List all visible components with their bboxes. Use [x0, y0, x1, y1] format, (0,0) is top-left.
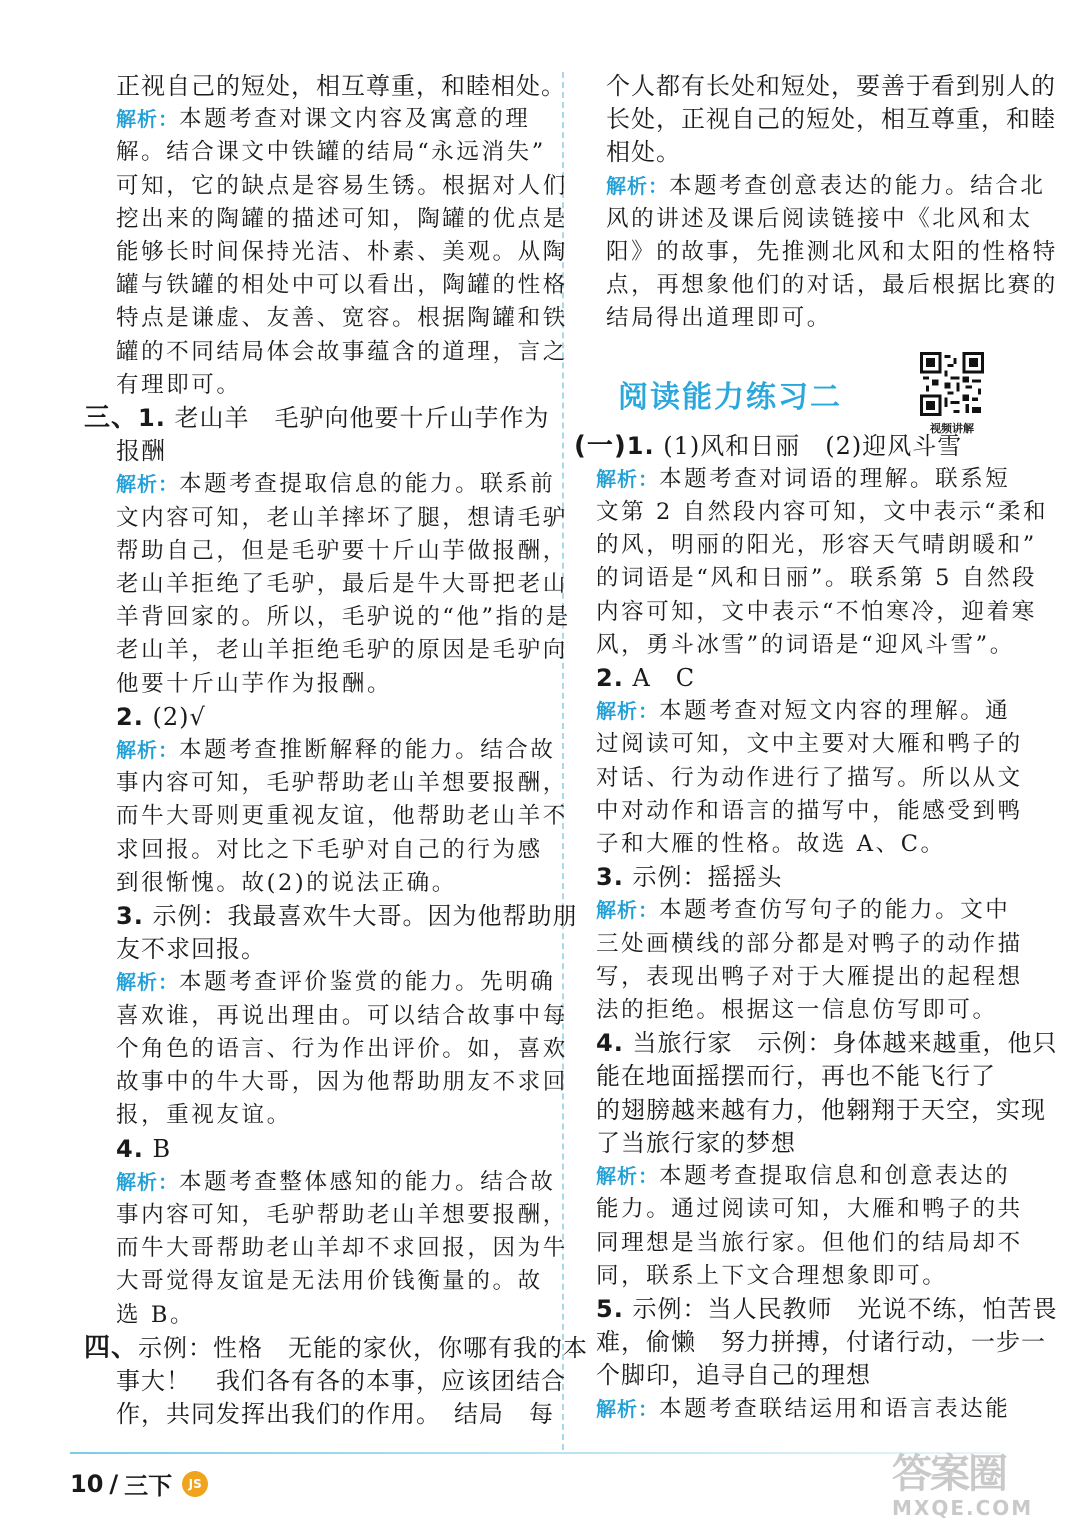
analysis-line: 老山羊，老山羊拒绝毛驴的原因是毛驴向 [116, 637, 568, 664]
analysis-line: 点，再想象他们的对话，最后根据比赛的 [606, 272, 1058, 299]
page-number: 10 [70, 1469, 104, 1498]
analysis-line: 挖出来的陶罐的描述可知，陶罐的优点是 [116, 205, 568, 232]
analysis-line: 对话、行为动作进行了描写。所以从文 [596, 764, 1023, 791]
analysis-line: 喜欢谁，再说出理由。可以结合故事中每 [116, 1002, 568, 1029]
analysis-line: 法的拒绝。根据这一信息仿写即可。 [596, 997, 998, 1024]
analysis-line: 的词语是“风和日丽”。联系第 5 自然段 [596, 565, 1038, 592]
analysis-line: 文内容可知，老山羊摔坏了腿，想请毛驴 [116, 504, 568, 531]
analysis-line: 选 B。 [116, 1301, 196, 1328]
analysis-line: 而牛大哥帮助老山羊却不求回报，因为牛 [116, 1235, 568, 1262]
analysis-line: 罐与铁罐的相处中可以看出，陶罐的性格 [116, 272, 568, 299]
section-marker: 三、 [84, 403, 139, 434]
answer-continuation: 相处。 [606, 138, 681, 167]
analysis-line: 到很惭愧。故(2)的说法正确。 [116, 869, 457, 896]
section-marker: 四、 [84, 1332, 139, 1363]
analysis-tag: 解析： [596, 1164, 659, 1189]
analysis-line: 解。结合课文中铁罐的结局“永远消失” [116, 139, 546, 166]
analysis-line: 有理即可。 [116, 371, 242, 398]
section-4: 四、示例：性格 无能的家伙，你哪有我的本 [84, 1332, 589, 1363]
analysis-line: 解析：本题考查推断解释的能力。结合故 [116, 737, 556, 764]
answer-continuation: 报酬 [116, 437, 166, 466]
analysis-line: 能力。通过阅读可知，大雁和鸭子的共 [596, 1196, 1023, 1223]
analysis-line: 大哥觉得友谊是无法用价钱衡量的。故 [116, 1268, 543, 1295]
analysis-line: 个角色的语言、行为作出评价。如，喜欢 [116, 1035, 568, 1062]
analysis-line: 解析：本题考查整体感知的能力。结合故 [116, 1168, 556, 1195]
analysis-tag: 解析： [596, 1396, 659, 1421]
analysis-line: 解析：本题考查提取信息的能力。联系前 [116, 471, 556, 498]
answer-continuation: 能在地面摇摆而行，再也不能飞行了 [596, 1062, 996, 1091]
analysis-tag: 解析： [596, 898, 659, 923]
page-footer [70, 1466, 208, 1501]
answer-continuation: 作，共同发挥出我们的作用。 结局 每 [116, 1400, 554, 1429]
watermark-text: 答案圈 [892, 1451, 1006, 1497]
question-3-1: 三、1. 老山羊 毛驴向他要十斤山芋作为 [84, 403, 550, 434]
section-header [574, 344, 1034, 435]
analysis-line: 文第 2 自然段内容可知，文中表示“柔和 [596, 499, 1049, 526]
analysis-tag: 解析： [116, 970, 179, 995]
left-column [84, 70, 589, 1431]
answer-continuation: 的翅膀越来越有力，他翱翔于天空，实现 [596, 1095, 1046, 1124]
analysis-line: 羊背回家的。所以，毛驴说的“他”指的是 [116, 604, 571, 631]
answer-continuation: 事大！ 我们各有各的本事，应该团结合 [116, 1366, 566, 1395]
analysis-line: 子和大雁的性格。故选 A、C。 [596, 831, 946, 858]
question-3-2: 2. (2)√ [116, 702, 206, 731]
analysis-line: 解析：本题考查对课文内容及寓意的理 [116, 106, 531, 133]
answer-continuation: 了当旅行家的梦想 [596, 1128, 796, 1157]
section-title: 阅读能力练习二 [618, 379, 842, 415]
footer-slash: / [109, 1469, 119, 1498]
analysis-line: 可知，它的缺点是容易生锈。根据对人们 [116, 172, 568, 199]
analysis-line: 而牛大哥则更重视友谊，他帮助老山羊不 [116, 803, 568, 830]
watermark-logo [892, 1452, 1052, 1536]
analysis-line: 帮助自己，但是毛驴要十斤山芋做报酬， [116, 537, 568, 564]
analysis-line: 风的讲述及课后阅读链接中《北风和太 [606, 205, 1033, 232]
analysis-tag: 解析： [596, 466, 659, 491]
answer-continuation: 难，偷懒 努力拼搏，付诸行动，一步一 [596, 1328, 1046, 1357]
analysis-line: 老山羊拒绝了毛驴，最后是牛大哥把老山 [116, 571, 568, 598]
watermark-url: MXQE.COM [892, 1496, 1034, 1520]
footer-rule [70, 1452, 1000, 1454]
analysis-line: 他要十斤山芋作为报酬。 [116, 670, 393, 697]
analysis-line: 报，重视友谊。 [116, 1102, 292, 1129]
intro-line: 正视自己的短处，相互尊重，和睦相处。 [116, 72, 566, 100]
qr-code-icon[interactable] [920, 352, 984, 416]
analysis-tag: 解析： [116, 472, 179, 497]
answer-continuation: 长处，正视自己的短处，相互尊重，和睦 [606, 105, 1056, 134]
analysis-line: 同理想是当旅行家。但他们的结局却不 [596, 1229, 1023, 1256]
analysis-line: 求回报。对比之下毛驴对自己的行为感 [116, 836, 543, 863]
question-3-3: 3. 示例：我最喜欢牛大哥。因为他帮助朋 [116, 902, 578, 931]
question-1-1: (一)1. (1)风和日丽 (2)迎风斗雪 [574, 430, 963, 461]
analysis-line: 过阅读可知，文中主要对大雁和鸭子的 [596, 731, 1023, 758]
analysis-line: 内容可知，文中表示“不怕寒冷，迎着寒 [596, 598, 1037, 625]
analysis-line: 能够长时间保持光洁、朴素、美观。从陶 [116, 239, 568, 266]
analysis-line: 解析：本题考查创意表达的能力。结合北 [606, 172, 1046, 199]
analysis-line: 罐的不同结局体会故事蕴含的道理，言之 [116, 338, 568, 365]
question-1-2: 2. A C [596, 664, 696, 693]
analysis-line: 风，勇斗冰雪”的词语是“迎风斗雪”。 [596, 631, 1015, 658]
analysis-tag: 解析： [116, 1169, 179, 1194]
answer-continuation: 友不求回报。 [116, 935, 266, 964]
analysis-line: 三处画横线的部分都是对鸭子的动作描 [596, 930, 1023, 957]
analysis-line: 中对动作和语言的描写中，能感受到鸭 [596, 797, 1023, 824]
analysis-line: 解析：本题考查对短文内容的理解。通 [596, 698, 1011, 725]
grade-label: 三下 [124, 1472, 173, 1500]
question-1-4: 4. 当旅行家 示例：身体越来越重，他只 [596, 1029, 1058, 1058]
analysis-line: 结局得出道理即可。 [606, 305, 832, 332]
analysis-line: 解析：本题考查提取信息和创意表达的 [596, 1163, 1011, 1190]
analysis-line: 解析：本题考查仿写句子的能力。文中 [596, 897, 1011, 924]
analysis-line: 特点是谦虚、友善、宽容。根据陶罐和铁 [116, 305, 568, 332]
analysis-line: 同，联系上下文合理想象即可。 [596, 1262, 948, 1289]
analysis-tag: 解析： [596, 699, 659, 724]
edition-badge-icon: JS [182, 1471, 208, 1497]
analysis-line: 故事中的牛大哥，因为他帮助朋友不求回 [116, 1069, 568, 1096]
analysis-line: 解析：本题考查联结运用和语言表达能 [596, 1395, 1011, 1422]
analysis-line: 写，表现出鸭子对于大雁提出的起程想 [596, 963, 1023, 990]
analysis-line: 解析：本题考查评价鉴赏的能力。先明确 [116, 969, 556, 996]
qr-caption: 视频讲解 [930, 421, 974, 435]
analysis-line: 阳》的故事，先推测北风和太阳的性格特 [606, 239, 1058, 266]
analysis-line: 解析：本题考查对词语的理解。联系短 [596, 465, 1011, 492]
answer-continuation: 个脚印，追寻自己的理想 [596, 1361, 871, 1390]
part-marker: (一) [574, 430, 627, 461]
answer-continuation: 个人都有长处和短处，要善于看到别人的 [606, 72, 1056, 100]
analysis-tag: 解析： [116, 107, 179, 132]
right-column [574, 70, 1058, 1426]
analysis-line: 事内容可知，毛驴帮助老山羊想要报酬， [116, 770, 568, 797]
question-1-3: 3. 示例：摇摇头 [596, 863, 783, 892]
analysis-tag: 解析： [116, 738, 179, 763]
analysis-tag: 解析： [606, 173, 669, 198]
question-1-5: 5. 示例：当人民教师 光说不练，怕苦畏 [596, 1294, 1058, 1323]
question-3-4: 4. B [116, 1134, 172, 1163]
analysis-line: 事内容可知，毛驴帮助老山羊想要报酬， [116, 1201, 568, 1228]
analysis-line: 的风，明丽的阳光，形容天气晴朗暖和” [596, 532, 1037, 559]
